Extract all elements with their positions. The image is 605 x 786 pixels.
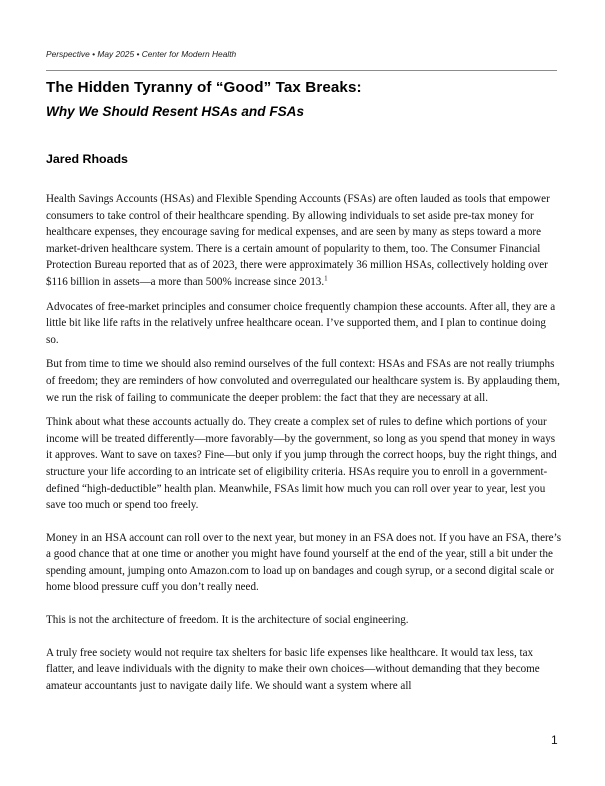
paragraph-3: But from time to time we should also remind ourselves of the full context: HSAs and FSAs are not really triumphs of freedom; they are reminders of how convoluted and overregulated our healthcare system is. By applauding them, we run the risk of failing to communicate the deeper problem: the fact that they are necessary at all.: [46, 358, 560, 404]
article-title: The Hidden Tyranny of “Good” Tax Breaks:: [46, 79, 362, 96]
author-name: Jared Rhoads: [46, 152, 128, 166]
article-body: [46, 191, 561, 702]
paragraph-6: This is not the architecture of freedom. It is the architecture of social engineering.: [46, 614, 409, 627]
article-subtitle: Why We Should Resent HSAs and FSAs: [46, 104, 305, 119]
running-header: Perspective • May 2025 • Center for Modern Health: [46, 49, 237, 59]
paragraph-2: Advocates of free-market principles and consumer choice frequently champion these accounts. After all, they are a little bit like life rafts in the relatively unfree healthcare ocean. I’ve supported them, and I plan to continue doing so.: [46, 300, 556, 346]
paragraph-4: Think about what these accounts actually do. They create a complex set of rules to define which portions of your income will be treated differently—more favorably—by the government, so long as you spend that money in ways it approves. Want to save on taxes? Fine—but only if you jump through the correct hoops, buy the right things, and structure your life according to an intricate set of eligibility criteria. HSAs require you to enroll in a government-defined “high-deductible” health plan. Meanwhile, FSAs limit how much you can roll over year to year, lest you save too much or spend too freely.: [46, 416, 557, 512]
paragraph-1: Health Savings Accounts (HSAs) and Flexible Spending Accounts (FSAs) are often lauded as tools that empower consumers to take control of their healthcare spending. By allowing individuals to set aside pre-tax money for healthcare expenses, they encourage saving for medical expenses, and are seen by many as steps toward a more market-driven healthcare system. There is a certain amount of popularity to them, too. The Consumer Financial Protection Bureau reported that as of 2023, there were approximately 36 million HSAs, collectively holding over $116 billion in assets—a more than 500% increase since 2013.$^1$: [46, 193, 550, 288]
header-rule: [46, 70, 557, 71]
paragraph-5: Money in an HSA account can roll over to the next year, but money in an FSA does not. If you have an FSA, there’s a good chance that at one time or another you might have found yourself at the end of the year, still a bit under the spending amount, jumping onto Amazon.com to load up on bandages and cough syrup, or a second digital scale or home blood pressure cuff you don’t really need.: [46, 531, 562, 594]
footnote-marker[interactable]: 1: [324, 274, 328, 283]
paragraph-7: A truly free society would not require tax shelters for basic life expenses like healthcare. It would tax less, tax flatter, and leave individuals with the dignity to make their own choices—without demanding that they become amateur accountants just to navigate daily life. We should want a system where all: [46, 646, 540, 692]
page-number: 1: [551, 733, 558, 747]
